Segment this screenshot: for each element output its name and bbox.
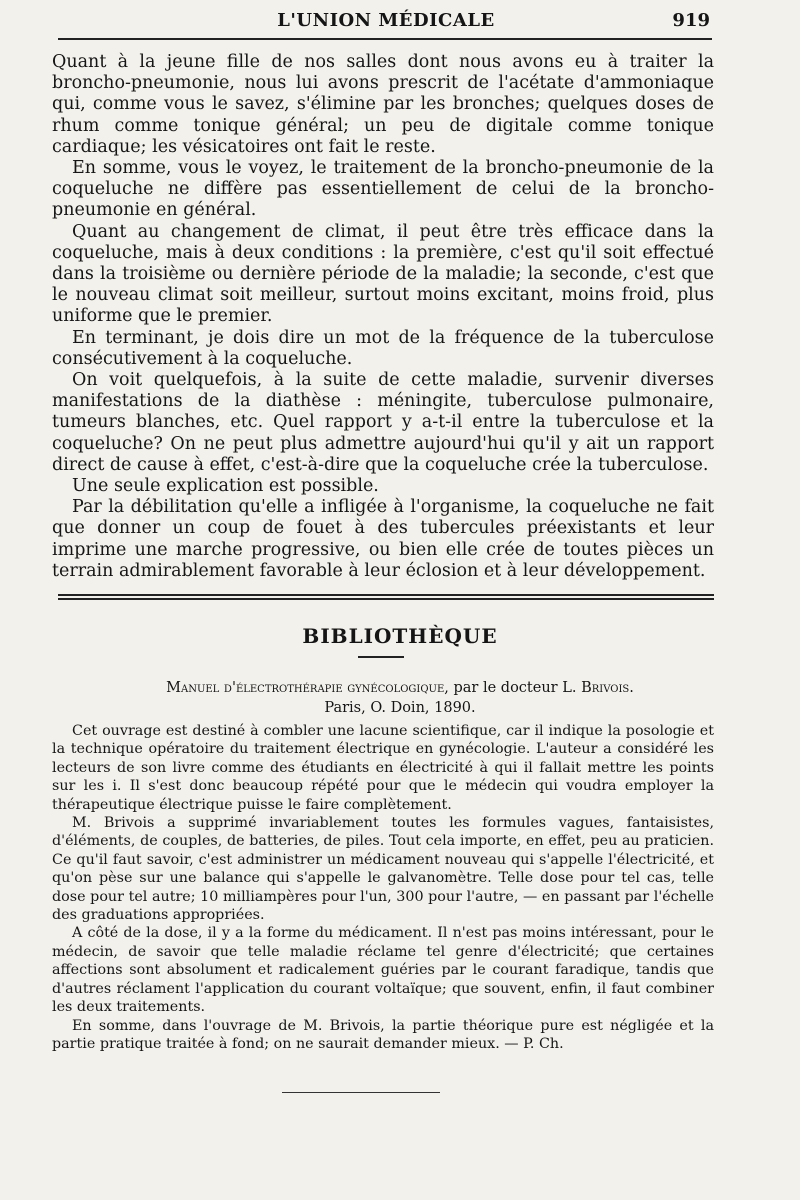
review-paragraph: A côté de la dose, il y a la forme du médicament. Il n'est pas moins intéressant, pour le médecin, de savoir que telle maladie réclame tel genre d'électricité; que certaines affections sont absolument et radicalement guéries par le courant faradique, tandis que d'autres réclament l'application du courant voltaïque; que souvent, enfin, il faut combiner les deux traitements. (52, 925, 714, 1016)
review-paragraph: Cet ouvrage est destiné à combler une lacune scientifique, car il indique la posologie et la technique opératoire du traitement électrique en gynécologie. L'auteur a considéré les lecteurs de son livre comme des étudiants en électricité à qui il fallait mettre les points sur les i. Il s'est donc beaucoup répété pour que le médecin qui voudra employer la thérapeutique électrique puisse le faire complètement. (52, 723, 714, 813)
page-header (58, 6, 714, 36)
running-title: L'UNION MÉDICALE (277, 10, 495, 31)
book-title: Manuel d'électrothérapie gynécologique (166, 680, 445, 696)
paragraph: En somme, vous le voyez, le traitement de la broncho-pneumonie de la coqueluche ne diffère pas essentiellement de celui de la broncho-pneumonie en général. (52, 158, 714, 221)
book-title-line (40, 678, 760, 698)
section-divider-top (58, 594, 714, 596)
end-rule (282, 1092, 440, 1093)
paragraph: Quant au changement de climat, il peut être très efficace dans la coqueluche, mais à deux conditions : la première, c'est qu'il soit effectué dans la troisième ou dernière période de la maladie; la seconde, c'est que le nouveau climat soit meilleur, surtout moins excitant, moins froid, plus uniforme que le premier. (52, 221, 714, 327)
section-divider-bottom (58, 598, 714, 600)
page-number: 919 (672, 10, 710, 31)
section-title: BIBLIOTHÈQUE (302, 624, 498, 648)
header-rule (58, 38, 712, 40)
book-author: L. Brivois (562, 680, 630, 696)
paragraph: En terminant, je dois dire un mot de la fréquence de la tuberculose consécutivement à la coqueluche. (52, 327, 714, 369)
book-by: , par le docteur (444, 680, 563, 696)
title-underline (358, 656, 404, 658)
paragraph: Par la débilitation qu'elle a infligée à l'organisme, la coqueluche ne fait que donner un coup de fouet à des tubercules préexistants et leur imprime une marche progressive, ou bien elle crée de toutes pièces un terrain admirablement favorable à leur éclosion et à leur développement. (52, 497, 714, 581)
review-body (52, 722, 714, 1053)
paragraph: Une seule explication est possible. (72, 476, 379, 497)
book-end: . (629, 680, 634, 696)
paragraph: On voit quelquefois, à la suite de cette maladie, survenir diverses manifestations de la diathèse : méningite, tuberculose pulmonaire, tumeurs blanches, etc. Quel rapport y a-t-il entre la tuberculose et la coqueluche? On ne peut plus admettre aujourd'hui qu'il y ait un rapport direct de cause à effet, c'est-à-dire que la coqueluche crée la tuberculose. (52, 370, 714, 475)
review-paragraph: M. Brivois a supprimé invariablement toutes les formules vagues, fantaisistes, d'éléments, de couples, de batteries, de piles. Tout cela importe, en effet, peu au praticien. Ce qu'il faut savoir, c'est administrer un médicament nouveau qui s'appelle l'électricité, et qu'on pèse sur une balance qui s'appelle le galvanomètre. Telle dose pour tel cas, telle dose pour tel autre; 10 milliampères pour l'un, 300 pour l'autre, — en passant par l'échelle des graduations appropriées. (52, 815, 714, 924)
article-body (52, 52, 714, 582)
paragraph: Quant à la jeune fille de nos salles dont nous avons eu à traiter la broncho-pneumonie, nous lui avons prescrit de l'acétate d'ammoniaque qui, comme vous le savez, s'élimine par les bronches; quelques doses de rhum comme tonique général; un peu de digitale comme tonique cardiaque; les vésicatoires ont fait le reste. (52, 52, 714, 157)
review-paragraph: En somme, dans l'ouvrage de M. Brivois, la partie théorique pure est négligée et la partie pratique traitée à fond; on ne saurait demander mieux. — P. Ch. (52, 1017, 714, 1052)
book-reference (40, 678, 760, 718)
book-imprint: Paris, O. Doin, 1890. (324, 700, 476, 716)
